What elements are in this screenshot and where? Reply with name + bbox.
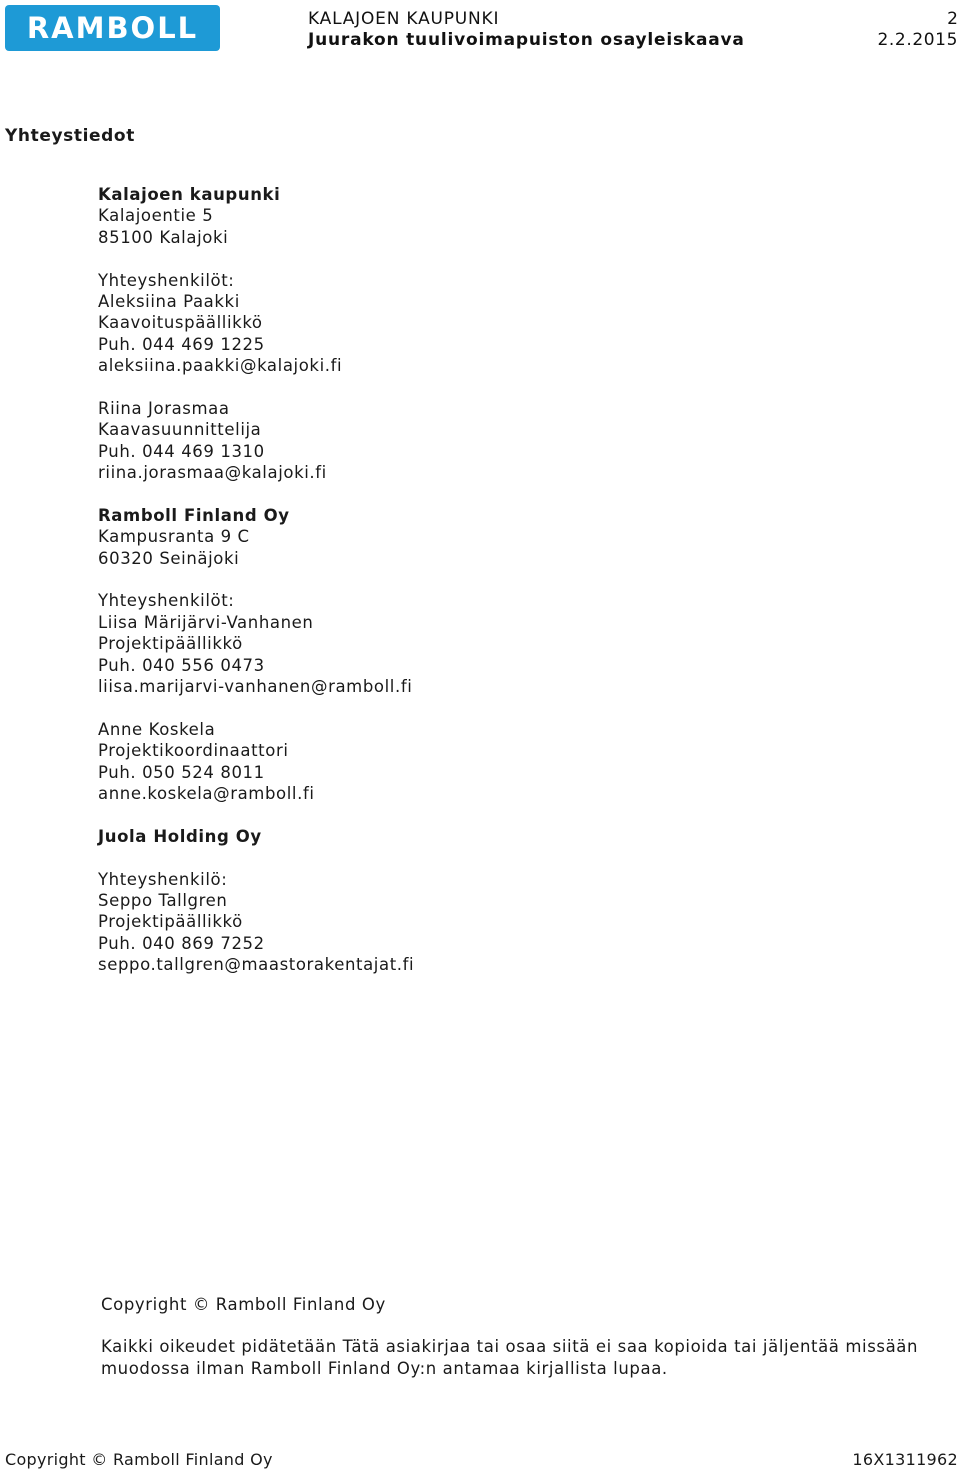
contact-role: Projektipäällikkö	[98, 634, 243, 654]
contact-role: Projektipäällikkö	[98, 912, 243, 932]
header-title: KALAJOEN KAUPUNKI	[308, 9, 500, 29]
contact-role: Kaavoituspäällikkö	[98, 313, 263, 333]
spacer	[98, 483, 698, 504]
contacts-label: Yhteyshenkilöt:	[98, 270, 235, 290]
spacer	[101, 1316, 941, 1336]
spacer	[98, 377, 698, 398]
contact-role: Kaavasuunnittelija	[98, 420, 262, 440]
spacer	[98, 248, 698, 269]
contact-email[interactable]: seppo.tallgren@maastorakentajat.fi	[98, 955, 415, 975]
document-date: 2.2.2015	[877, 30, 958, 50]
contact-name: Seppo Tallgren	[98, 890, 228, 910]
contacts-label: Yhteyshenkilö:	[98, 869, 228, 889]
page-number: 2	[947, 9, 958, 29]
address-line: Kampusranta 9 C	[98, 527, 250, 547]
org-name: Juola Holding Oy	[98, 826, 262, 846]
spacer	[98, 697, 698, 718]
rights-text: Kaikki oikeudet pidätetään Tätä asiakirjaa tai osaa siitä ei saa kopioida tai jäljentää missään	[101, 1337, 919, 1356]
address-line: 60320 Seinäjoki	[98, 548, 240, 568]
contact-phone: Puh. 044 469 1310	[98, 441, 265, 461]
spacer	[98, 569, 698, 590]
contact-email[interactable]: riina.jorasmaa@kalajoki.fi	[98, 463, 327, 483]
contact-list	[98, 184, 698, 975]
section-title: Yhteystiedot	[5, 126, 135, 146]
spacer	[98, 804, 698, 825]
org-name: Ramboll Finland Oy	[98, 505, 290, 525]
spacer	[98, 847, 698, 868]
contact-phone: Puh. 040 556 0473	[98, 655, 265, 675]
footer-document-id: 16X1311962	[852, 1450, 958, 1469]
contact-phone: Puh. 040 869 7252	[98, 933, 265, 953]
contact-name: Aleksiina Paakki	[98, 291, 240, 311]
contact-name: Anne Koskela	[98, 719, 216, 739]
logo-text: RAMBOLL	[26, 11, 199, 45]
contact-name: Liisa Märijärvi-Vanhanen	[98, 612, 314, 632]
contact-email[interactable]: aleksiina.paakki@kalajoki.fi	[98, 356, 343, 376]
copyright-line: Copyright © Ramboll Finland Oy	[101, 1295, 386, 1314]
contact-role: Projektikoordinaattori	[98, 741, 289, 761]
contact-name: Riina Jorasmaa	[98, 398, 230, 418]
copyright-notice	[101, 1294, 941, 1380]
contacts-label: Yhteyshenkilöt:	[98, 591, 235, 611]
footer-copyright: Copyright © Ramboll Finland Oy	[5, 1450, 273, 1469]
header-subtitle: Juurakon tuulivoimapuiston osayleiskaava	[308, 30, 745, 50]
contact-email[interactable]: anne.koskela@ramboll.fi	[98, 783, 315, 803]
address-line: 85100 Kalajoki	[98, 227, 229, 247]
ramboll-logo	[5, 5, 220, 51]
contact-email[interactable]: liisa.marijarvi-vanhanen@ramboll.fi	[98, 676, 413, 696]
contact-phone: Puh. 050 524 8011	[98, 762, 265, 782]
contact-phone: Puh. 044 469 1225	[98, 334, 265, 354]
address-line: Kalajoentie 5	[98, 206, 214, 226]
rights-text: muodossa ilman Ramboll Finland Oy:n antamaa kirjallista lupaa.	[101, 1359, 668, 1378]
org-name: Kalajoen kaupunki	[98, 185, 281, 204]
